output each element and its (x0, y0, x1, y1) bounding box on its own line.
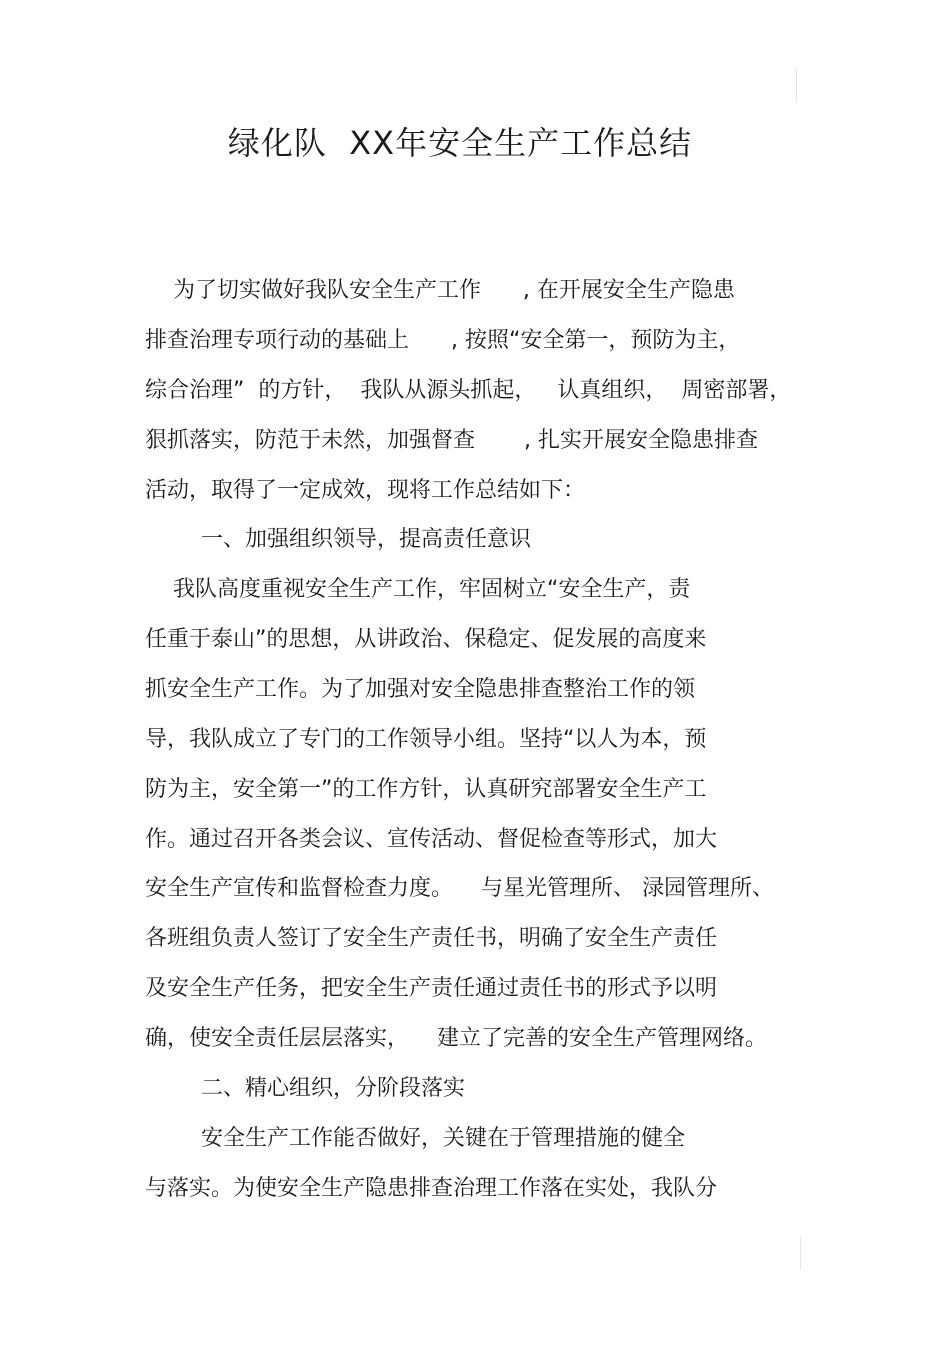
text-line: 确，使安全责任层层落实， 建立了完善的安全生产管理网络。 (145, 1026, 767, 1051)
text-line: 安全生产宣传和监督检查力度。 与星光管理所、 渌园管理所、 (145, 876, 774, 901)
text-line: 活动，取得了一定成效，现将工作总结如下： (145, 478, 586, 503)
text-line: 抓安全生产工作。为了加强对安全隐患排查整治工作的领 (145, 677, 696, 702)
text-line: 我队高度重视安全生产工作，牢固树立“安全生产，责 (145, 577, 691, 602)
text-line: 狠抓落实，防范于未然，加强督查 , 扎实开展安全隐患排查 (145, 428, 758, 453)
text-line: 为了切实做好我队安全生产工作 , 在开展安全生产隐患 (145, 278, 735, 303)
text-line: 与落实。为使安全生产隐患排查治理工作落在实处，我队分 (145, 1176, 718, 1201)
text-line: 各班组负责人签订了安全生产责任书，明确了安全生产责任 (145, 926, 718, 951)
document-title: 绿化队 XX年安全生产工作总结 (227, 124, 693, 162)
text-line: 防为主，安全第一”的工作方针，认真研究部署安全生产工 (145, 777, 707, 802)
text-line: 任重于泰山”的思想，从讲政治、保稳定、促发展的高度来 (145, 627, 707, 652)
section-heading: 一、加强组织领导，提高责任意识 (145, 527, 531, 552)
text-line: 综合治理” 的方针， 我队从源头抓起， 认真组织， 周密部署， (145, 378, 792, 403)
page-edge-mark (796, 68, 797, 102)
text-line: 导，我队成立了专门的工作领导小组。坚持“以人为本，预 (145, 727, 707, 752)
text-line: 安全生产工作能否做好，关键在于管理措施的健全 (145, 1126, 685, 1151)
page-edge-mark (800, 1236, 801, 1270)
text-line: 作。通过召开各类会议、宣传活动、督促检查等形式，加大 (145, 827, 718, 852)
text-line: 排查治理专项行动的基础上 , 按照“安全第一，预防为主， (145, 328, 741, 353)
section-heading: 二、精心组织，分阶段落实 (145, 1076, 465, 1101)
text-line: 及安全生产任务，把安全生产责任通过责任书的形式予以明 (145, 976, 718, 1001)
